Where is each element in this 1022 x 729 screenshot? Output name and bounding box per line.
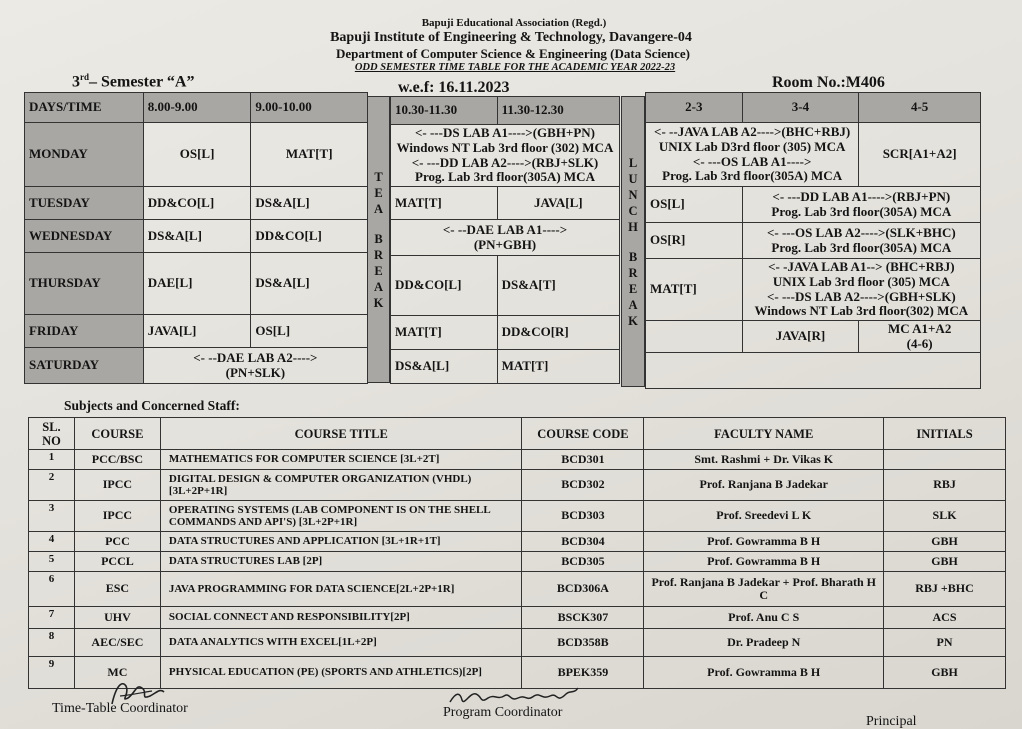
course-title-header: COURSE TITLE [160,418,522,450]
table-row [29,552,1006,572]
wednesday-slot-2: DD&CO[L] [251,220,368,253]
sl-no: 9 [29,657,75,689]
friday-slot-3: MAT[T] [391,316,498,350]
lunch-break-letter: U [628,171,638,186]
friday-mc-line-2: (4-6) [906,335,933,351]
course-title: MATHEMATICS FOR COMPUTER SCIENCE [3L+2T] [160,450,522,470]
course-code: BCD304 [522,532,644,552]
monday-lab-line-8: Prog. Lab 3rd floor(305A) MCA [662,168,843,184]
tuesday-slot-2: DS&A[L] [251,187,368,220]
course-code: BCD302 [522,470,644,501]
wednesday-slot-1: DS&A[L] [143,220,251,253]
saturday-slot-4: MAT[T] [497,350,619,384]
wednesday-lab-line-1: <- --DAE LAB A1----> [442,221,568,237]
faculty-name: Prof. Ranjana B Jadekar [644,470,884,501]
friday-mc-line-1: MC A1+A2 [887,320,952,336]
thursday-slot-4: DS&A[T] [497,256,619,316]
faculty-initials [884,450,1006,470]
slot-header-1130-1230: 11.30-12.30 [497,97,619,125]
wednesday-lab-line-4: Prog. Lab 3rd floor(305A) MCA [771,239,952,255]
lunch-break-letter: L [628,155,638,170]
saturday-slot-3: DS&A[L] [391,350,498,384]
tuesday-slot-5: OS[L] [646,187,743,223]
thursday-slot-2: DS&A[L] [251,253,368,315]
saturday-dae-lab [143,348,367,384]
sl-no: 2 [29,470,75,501]
slot-header-9-10: 9.00-10.00 [251,93,368,123]
subjects-header-row [29,418,1006,450]
course-code: BCD303 [522,501,644,532]
course-type: ESC [74,572,160,607]
institute-name: Bapuji Institute of Engineering & Technology, Davangere-04 [330,30,692,45]
midday-timetable [390,96,620,384]
lunch-break-column [621,96,645,387]
sl-no: 4 [29,532,75,552]
monday-lab-line-6: UNIX Lab D3rd floor (305) MCA [658,138,846,154]
day-wednesday: WEDNESDAY [25,220,144,253]
lunch-break-letter: H [628,219,638,234]
wednesday-slot-5: OS[R] [646,223,743,259]
room-number: Room No.:M406 [772,74,885,91]
table-row [29,470,1006,501]
course-type: PCCL [74,552,160,572]
timetable-subtitle: ODD SEMESTER TIME TABLE FOR THE ACADEMIC YEAR 2022-23 [354,62,676,73]
sl-no: 7 [29,607,75,629]
course-code-header: COURSE CODE [522,418,644,450]
tuesday-slot-1: DD&CO[L] [143,187,251,220]
day-saturday: SATURDAY [25,348,144,384]
monday-lab-line-5: <- --JAVA LAB A2---->(BHC+RBJ) [654,123,851,139]
course-code: BCD301 [522,450,644,470]
slot-header-8-9: 8.00-9.00 [143,93,251,123]
lunch-break-letter: C [628,203,638,218]
faculty-initials: GBH [884,532,1006,552]
faculty-initials: GBH [884,657,1006,689]
subjects-table [28,417,1006,689]
friday-slot-2: OS[L] [251,315,368,348]
faculty-name: Prof. Anu C S [644,607,884,629]
thursday-slot-1: DAE[L] [143,253,251,315]
sl-no: 3 [29,501,75,532]
course-title: JAVA PROGRAMMING FOR DATA SCIENCE[2L+2P+1R] [160,572,522,607]
thursday-lab-line-2: UNIX Lab 3rd floor (305) MCA [772,273,950,289]
day-thursday: THURSDAY [25,253,144,315]
afternoon-timetable [645,92,981,389]
initials-header: INITIALS [884,418,1006,450]
thursday-lab-line-1: <- -JAVA LAB A1--> (BHC+RBJ) [768,258,955,274]
faculty-name: Smt. Rashmi + Dr. Vikas K [644,450,884,470]
course-type: UHV [74,607,160,629]
sl-no: 5 [29,552,75,572]
tuesday-lab-line-1: <- ---DD LAB A1---->(RBJ+PN) [772,188,951,204]
tuesday-slot-4: JAVA[L] [497,187,619,220]
monday-slot-7: SCR[A1+A2] [859,123,981,187]
table-row [29,532,1006,552]
course-title: PHYSICAL EDUCATION (PE) (SPORTS AND ATHLETICS)[2P] [160,657,522,689]
association-name: Bapuji Educational Association (Regd.) [421,17,607,29]
course-type: IPCC [74,470,160,501]
slot-header-3-4: 3-4 [742,93,859,123]
table-row [29,572,1006,607]
effective-date: w.e.f: 16.11.2023 [398,79,510,96]
course-type: AEC/SEC [74,629,160,657]
table-row [29,607,1006,629]
course-title: SOCIAL CONNECT AND RESPONSIBILITY[2P] [160,607,522,629]
monday-morning-labs [391,125,620,187]
monday-afternoon-labs [646,123,859,187]
table-row [29,629,1006,657]
course-title: DATA STRUCTURES LAB [2P] [160,552,522,572]
sl-no: 1 [29,450,75,470]
friday-slot-5 [646,321,743,353]
monday-lab-line-2: Windows NT Lab 3rd floor (302) MCA [396,139,614,155]
lunch-break-letter: R [628,265,638,280]
saturday-afternoon-empty [646,353,981,389]
day-tuesday: TUESDAY [25,187,144,220]
sl-no-header: SL. NO [29,418,75,450]
friday-slot-4: DD&CO[R] [497,316,619,350]
thursday-slot-5: MAT[T] [646,259,743,321]
tuesday-lab-line-2: Prog. Lab 3rd floor(305A) MCA [771,203,952,219]
day-monday: MONDAY [25,123,144,187]
tea-break-letter: R [373,247,384,262]
faculty-initials: RBJ +BHC [884,572,1006,607]
lunch-break-letter: B [628,249,638,264]
slot-header-2-3: 2-3 [646,93,743,123]
monday-lab-line-3: <- ---DD LAB A2---->(RBJ+SLK) [411,154,599,170]
lunch-break-letter: N [628,187,638,202]
faculty-initials: RBJ [884,470,1006,501]
sl-no: 8 [29,629,75,657]
faculty-name: Prof. Gowramma B H [644,552,884,572]
tea-break-letter: E [374,263,383,278]
wednesday-lab-line-2: (PN+GBH) [473,236,537,252]
sl-no: 6 [29,572,75,607]
course-type: PCC [74,532,160,552]
faculty-initials: GBH [884,552,1006,572]
tuesday-dd-lab [742,187,980,223]
tea-break-letter: A [373,201,384,216]
course-code: BCD305 [522,552,644,572]
course-type: MC [74,657,160,689]
tea-break-letter: B [374,231,383,246]
tea-break-letter: K [373,295,384,310]
faculty-name: Prof. Sreedevi L K [644,501,884,532]
faculty-name: Prof. Ranjana B Jadekar + Prof. Bharath H C [644,572,884,607]
lunch-break-letter: A [628,297,638,312]
time-table-coordinator-label: Time-Table Coordinator [52,701,188,716]
faculty-name: Prof. Gowramma B H [644,657,884,689]
monday-lab-line-1: <- ---DS LAB A1---->(GBH+PN) [414,124,595,140]
course-header: COURSE [74,418,160,450]
tea-break-letter: E [374,185,383,200]
thursday-afternoon-labs [742,259,980,321]
course-title: DATA STRUCTURES AND APPLICATION [3L+1R+1T] [160,532,522,552]
program-coordinator-label: Program Coordinator [443,705,563,720]
wednesday-lab-line-3: <- ---OS LAB A2---->(SLK+BHC) [766,224,956,240]
course-title: DATA ANALYTICS WITH EXCEL[1L+2P] [160,629,522,657]
tea-break-column [367,96,390,383]
principal-label: Principal [866,714,917,729]
tea-break-letter: A [373,279,384,294]
thursday-lab-line-3: <- ---DS LAB A2---->(GBH+SLK) [766,288,956,304]
thursday-slot-3: DD&CO[L] [391,256,498,316]
course-type: PCC/BSC [74,450,160,470]
day-friday: FRIDAY [25,315,144,348]
friday-slot-1: JAVA[L] [143,315,251,348]
faculty-initials: PN [884,629,1006,657]
saturday-lab-line-2: (PN+SLK) [225,364,286,380]
course-code: BCD358B [522,629,644,657]
course-code: BCD306A [522,572,644,607]
faculty-initials: ACS [884,607,1006,629]
course-code: BPEK359 [522,657,644,689]
monday-lab-line-7: <- ---OS LAB A1----> [692,153,812,169]
monday-lab-line-4: Prog. Lab 3rd floor(305A) MCA [415,169,595,185]
friday-slot-6: JAVA[R] [742,321,859,353]
course-title: OPERATING SYSTEMS (LAB COMPONENT IS ON THE SHELL COMMANDS AND API'S) [3L+2P+1R] [160,501,522,532]
lunch-break-letter: K [628,313,638,328]
monday-slot-2: MAT[T] [251,123,368,187]
faculty-name: Dr. Pradeep N [644,629,884,657]
course-type: IPCC [74,501,160,532]
friday-slot-7 [859,321,981,353]
wednesday-dae-lab [391,220,620,256]
course-title: DIGITAL DESIGN & COMPUTER ORGANIZATION (VHDL) [3L+2P+1R] [160,470,522,501]
monday-slot-1: OS[L] [143,123,251,187]
table-row [29,501,1006,532]
thursday-lab-line-4: Windows NT Lab 3rd floor(302) MCA [754,303,969,319]
faculty-name-header: FACULTY NAME [644,418,884,450]
lunch-break-letter: E [628,281,638,296]
slot-header-4-5: 4-5 [859,93,981,123]
days-time-header: DAYS/TIME [25,93,144,123]
course-code: BSCK307 [522,607,644,629]
table-row [29,450,1006,470]
semester-label: 3rd– Semester “A” [72,72,195,91]
subjects-heading: Subjects and Concerned Staff: [64,398,240,413]
morning-timetable [24,92,368,384]
saturday-lab-line-1: <- --DAE LAB A2----> [193,349,318,365]
tea-break-letter: T [374,169,383,184]
department-name: Department of Computer Science & Engineering (Data Science) [336,46,690,61]
tuesday-slot-3: MAT[T] [391,187,498,220]
slot-header-1030-1130: 10.30-11.30 [391,97,498,125]
faculty-name: Prof. Gowramma B H [644,532,884,552]
wednesday-os-lab [742,223,980,259]
faculty-initials: SLK [884,501,1006,532]
